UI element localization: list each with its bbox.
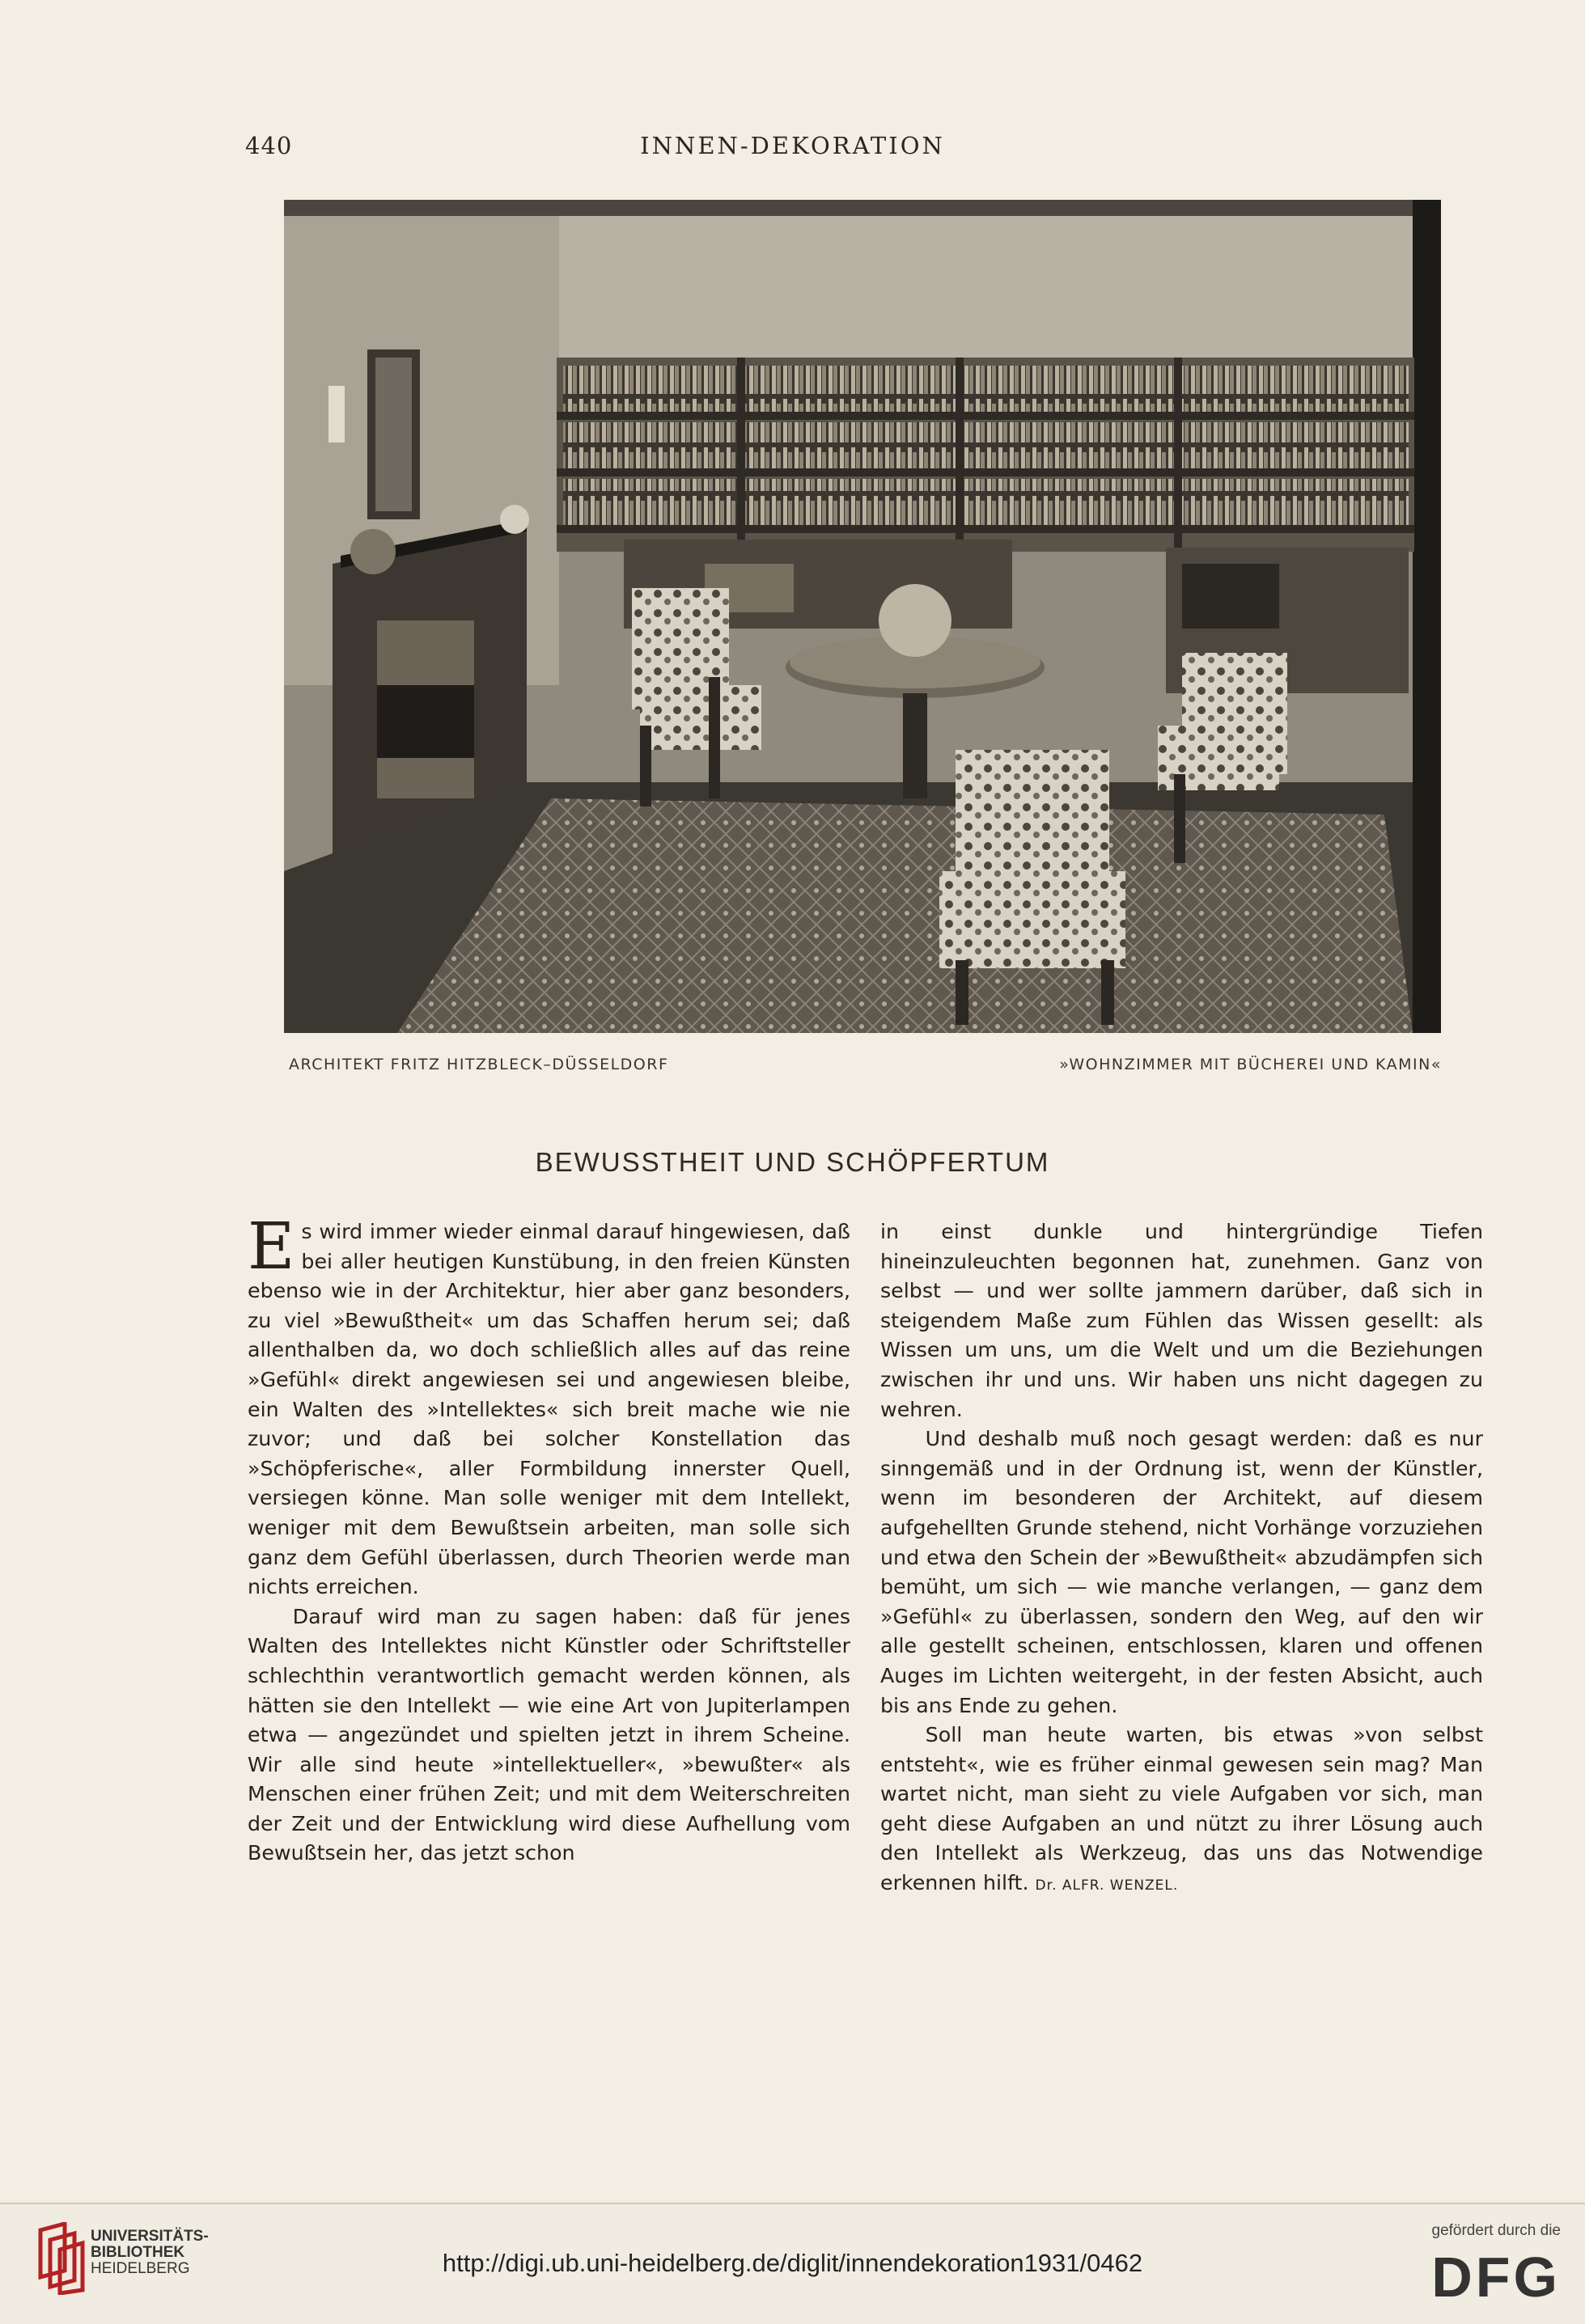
text-column-right <box>880 1217 1483 1901</box>
sponsor-label: gefördert durch die <box>1431 2222 1561 2239</box>
article-title: BEWUSSTHEIT UND SCHÖPFERTUM <box>535 1147 1050 1177</box>
page-header <box>0 132 1585 164</box>
footer-divider <box>0 2203 1585 2204</box>
paragraph: in einst dunkle und hintergründige Tiefen hineinzuleuchten begonnen hat, zunehmen. Ganz von selbst — und wer sollte jammern darüber, daß sich in steigendem Maße zum Fühlen das Wissen gesellt: als Wissen um uns, um die Welt und um die Beziehungen zwischen ihr und uns. Wir haben uns nicht dagegen zu wehren. <box>880 1220 1483 1421</box>
caption-room: »WOHNZIMMER MIT BÜCHEREI UND KAMIN« <box>1059 1056 1442 1073</box>
interior-photograph <box>284 200 1441 1033</box>
paragraph: Soll man heute warten, bis etwas »von selbst entsteht«, wie es früher einmal gewesen sein mag? Man wartet nicht, man sieht zu viele Aufgaben vor sich, man geht diese Aufgaben an und nützt zu ihrer Lösung auch den Intellekt als Werkzeug, das uns das Notwendige erkennen hilft. Dr. ALFR. WENZEL. <box>880 1723 1483 1895</box>
dfg-logo: DFG <box>1431 2246 1561 2309</box>
author-signature: Dr. ALFR. WENZEL. <box>1035 1877 1179 1894</box>
source-url-link[interactable]: http://digi.ub.uni-heidelberg.de/diglit/innendekoration1931/0462 <box>442 2249 1143 2277</box>
page-number: 440 <box>245 132 293 159</box>
room-photo-illustration <box>284 200 1441 1033</box>
caption-architect: ARCHITEKT FRITZ HITZBLECK–DÜSSELDORF <box>289 1056 669 1073</box>
library-name: UNIVERSITÄTS- BIBLIOTHEK HEIDELBERG <box>91 2228 209 2277</box>
text-column-left <box>248 1209 850 1869</box>
paragraph: Es wird immer wieder einmal darauf hingewiesen, daß bei aller heutigen Kunstübung, in den freien Künsten ebenso wie in der Architektur, hier aber ganz besonders, zu viel »Bewußtheit« um das Schaffen herum sei; daß allenthalben da, wo doch schließlich alles auf das reine »Gefühl« direkt angewiesen sei und angewiesen bleibe, ein Walten des »Intellektes« sich breit mache wie nie zuvor; und daß bei solcher Konstellation das »Schöpferische«, aller Formbildung innerster Quell, versiegen könne. Man solle weniger mit dem Intellekt, weniger mit dem Bewußtsein arbeiten, man solle sich ganz dem Gefühl überlassen, durch Theorien werde man nichts erreichen. <box>248 1209 850 1599</box>
running-title: INNEN-DEKORATION <box>640 132 945 159</box>
drop-capital: E <box>248 1209 295 1284</box>
paragraph: Darauf wird man zu sagen haben: daß für jenes Walten des Intellektes nicht Künstler oder Schriftsteller schlechthin verantwortlich gemacht werden können, als hätten sie den Intellekt — wie eine Art von Jupiterlampen etwa — angezündet und spielten jetzt in ihrem Scheine. Wir alle sind heute »intellektueller«, »bewußter« als Menschen einer frühen Zeit; und mit dem Weiterschreiten der Zeit und der Entwicklung wird diese Aufhellung vom Bewußtsein her, das jetzt schon <box>248 1604 850 1865</box>
paragraph: Und deshalb muß noch gesagt werden: daß es nur sinngemäß und in der Ordnung ist, wenn der Künstler, wenn im besonderen der Architekt, auf diesem aufgehellten Grunde stehend, nicht Vorhänge vorzuziehen und etwa den Schein der »Bewußtheit« abzudämpfen sich bemüht, um sich — wie manche verlangen, — ganz dem »Gefühl« zu überlassen, sondern den Weg, auf den wir alle gestellt scheinen, entschlossen, klaren und offenen Auges im Lichten weitergeht, in der festen Absicht, auch bis ans Ende zu gehen. <box>880 1427 1483 1717</box>
